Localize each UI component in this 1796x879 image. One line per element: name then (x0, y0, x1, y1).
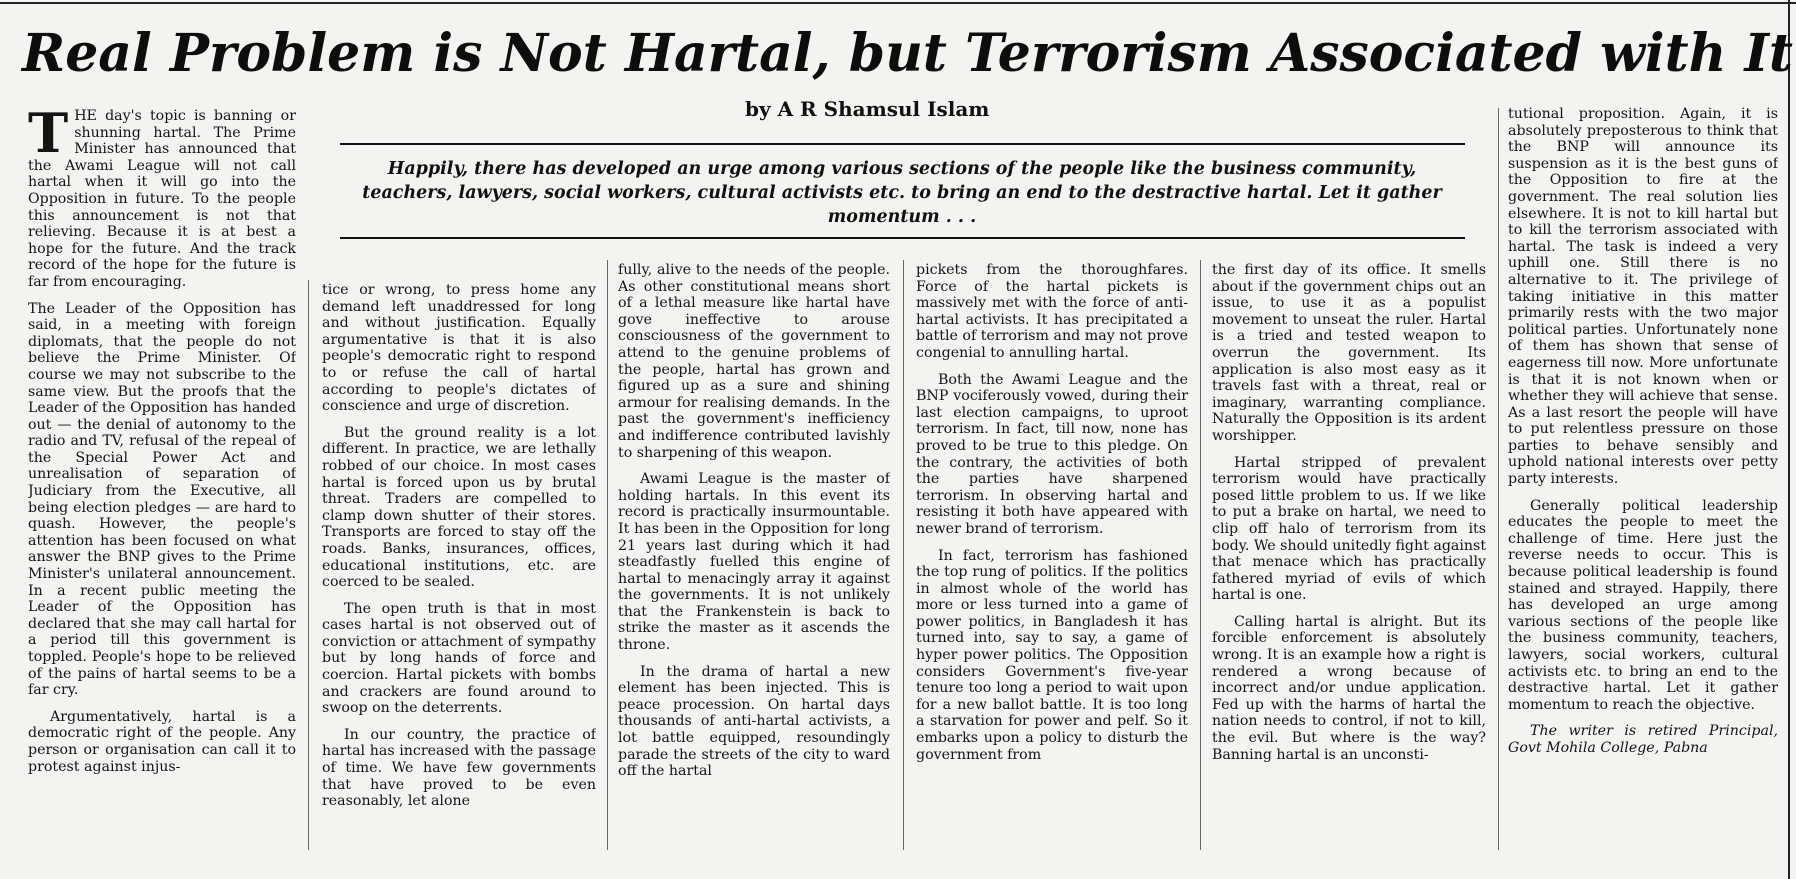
paragraph: Both the Awami League and the BNP vociferously vowed, during their last election campaigns, to uproot terrorism. In fact, till now, none has proved to be true to this pledge. On the contrary, the activities of both the parties have sharpened terrorism. In observing hartal and resisting it both have appeared with newer brand of terrorism. (916, 371, 1188, 537)
paragraph: But the ground reality is a lot different. In practice, we are lethally robbed of our choice. In most cases hartal is forced upon us by brutal threat. Traders are compelled to clamp down shutter of their stores. Transports are forced to stay off the roads. Banks, insurances, offices, educational institutions, etc. are coerced to be sealed. (322, 424, 596, 591)
paragraph: The Leader of the Opposition has said, in a meeting with foreign diplomats, that the people do not believe the Prime Minister. Of course we may not subscribe to the same view. But the proofs that the Leader of the Opposition has handed out — the denial of autonomy to the radio and TV, refusal of the repeal of the Special Power Act and unrealisation of separation of Judiciary from the Executive, all being election pledges — are hard to quash. However, the people's attention has been focused on what answer the BNP gives to the Prime Minister's unilateral announcement. In a recent public meeting the Leader of the Opposition has declared that she may call hartal for a period till this government is toppled. People's hope to be relieved of the pains of hartal seems to be a far cry. (28, 300, 296, 699)
pull-quote: Happily, there has developed an urge among various sections of the people like the business community, teachers, lawyers, social workers, cultural activists etc. to bring an end to the destractive hartal. Let it gather momentum . . . (362, 159, 1442, 227)
paragraph: Argumentatively, hartal is a democratic right of the people. Any person or organisation can call it to protest against injus- (28, 708, 296, 775)
column-divider (903, 260, 904, 850)
column-divider (1200, 260, 1201, 850)
paragraph: Awami League is the master of holding hartals. In this event its record is practically insurmountable. It has been in the Opposition for long 21 years last during which it had steadfastly fuelled this engine of hartal to menacingly array it against the governments. It is not unlikely that the Frankenstein is back to strike the master as it ascends the throne. (618, 471, 890, 654)
paragraph (28, 108, 296, 291)
paragraph: pickets from the thoroughfares. Force of the hartal pickets is massively met with the force of anti-hartal activists. It has precipitated a battle of terrorism and may not prove congenial to annulling hartal. (916, 262, 1188, 361)
paragraph: Calling hartal is alright. But its forcible enforcement is absolutely wrong. It is an example how a right is rendered a wrong because of incorrect and/or undue application. Fed up with the harms of hartal the nation needs to control, if not to kill, the evil. But where is the way? Banning hartal is an unconsti- (1212, 613, 1486, 763)
column-divider (607, 260, 608, 850)
column-5 (1212, 262, 1486, 852)
author-credit: The writer is retired Principal, Govt Mohila College, Pabna (1508, 723, 1778, 756)
top-rule (0, 2, 1796, 10)
column-3 (618, 262, 890, 852)
drop-cap: T (28, 108, 69, 165)
paragraph: In fact, terrorism has fashioned the top rung of politics. If the politics in almost whole of the world has more or less turned into a game of power politics, in Bangladesh it has turned into, say to say, a game of hyper power politics. The Opposition considers Government's five-year tenure too long a period to wait upon for a new ballot battle. It is too long a starvation for power and pelf. So it embarks upon a policy to disturb the government from (916, 547, 1188, 763)
paragraph: tutional proposition. Again, it is absolutely preposterous to think that the BNP will announce its suspension as it is the best guns of the Opposition to fire at the government. The real solution lies elsewhere. It is not to kill hartal but to kill the terrorism associated with hartal. The task is indeed a very uphill one. Still there is no alternative to it. The privilege of taking initiative in this matter primarily rests with the two major political parties. Unfortunately none of them has shown that sense of eagerness till now. More unfortunate is that it is not known when or whether they will achieve that sense. As a last resort the people will have to put relentless pressure on those parties to behave sensibly and uphold national interests over petty party interests. (1508, 106, 1778, 488)
column-divider (308, 280, 309, 850)
byline: by A R Shamsul Islam (745, 97, 990, 121)
column-1 (28, 108, 296, 848)
headline: Real Problem is Not Hartal, but Terrorism Associated with It (22, 23, 1793, 84)
paragraph: tice or wrong, to press home any demand left unaddressed for long and without justification. Equally argumentative is that it is also people's democratic right to respond to or refuse the call of hartal according to people's dictates of conscience and urge of discretion. (322, 282, 596, 415)
column-divider (1498, 108, 1499, 850)
column-6 (1508, 106, 1778, 852)
paragraph: fully, alive to the needs of the people. As other constitutional means short of a lethal measure like hartal have gove ineffective to arouse consciousness of the government to attend to the genuine problems of the people, hartal has grown and figured up as a sure and shining armour for realising demands. In the past the government's inefficiency and indifference contributed lavishly to sharpening of this weapon. (618, 262, 890, 461)
paragraph: Hartal stripped of prevalent terrorism would have practically posed little problem to us. If we like to put a brake on hartal, we need to clip off halo of terrorism from its body. We should unitedly fight against that menace which has practically fathered myriad of evils of which hartal is one. (1212, 454, 1486, 604)
right-rule (1788, 0, 1790, 879)
column-2 (322, 282, 596, 852)
paragraph-text: HE day's topic is banning or shunning hartal. The Prime Minister has announced that the Awami League will not call hartal when it will go into the Opposition in future. To the people this announcement is not that relieving. Because it is at best a hope for the future. And the track record of the hope for the future is far from encouraging. (28, 108, 296, 290)
paragraph: The open truth is that in most cases hartal is not observed out of conviction or attachment of sympathy but by long hands of force and coercion. Hartal pickets with bombs and crackers are found around to swoop on the deterrents. (322, 600, 596, 717)
pull-quote-box (340, 143, 1465, 239)
paragraph: Generally political leadership educates the people to meet the challenge of time. Here just the reverse needs to occur. This is because political leadership is found stained and strayed. Happily, there has developed an urge among various sections of the people like the business community, teachers, lawyers, social workers, cultural activists etc. to bring an end to the destractive hartal. Let it gather momentum to reach the objective. (1508, 497, 1778, 713)
paragraph: the first day of its office. It smells about if the government chips out an issue, to use it as a populist movement to unseat the ruler. Hartal is a tried and tested weapon to overrun the government. Its application is also most easy as it travels fast with a threat, real or imaginary, warranting compliance. Naturally the Opposition is its ardent worshipper. (1212, 262, 1486, 444)
paragraph: In our country, the practice of hartal has increased with the passage of time. We have few governments that have proved to be even reasonably, let alone (322, 726, 596, 810)
column-4 (916, 262, 1188, 852)
paragraph: In the drama of hartal a new element has been injected. This is peace procession. On hartal days thousands of anti-hartal activists, a lot battle equipped, resoundingly parade the streets of the city to ward off the hartal (618, 663, 890, 780)
